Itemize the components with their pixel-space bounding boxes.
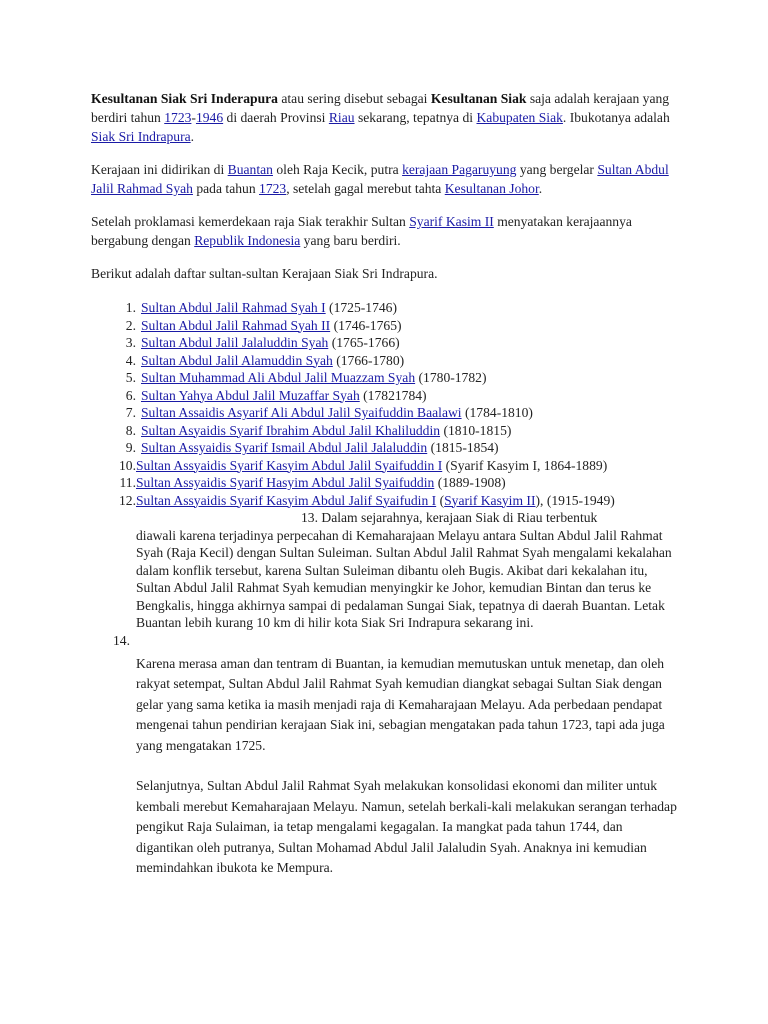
link-siak-sri-indrapura[interactable]: Siak Sri Indrapura (91, 129, 191, 144)
founding-paragraph: Kerajaan ini didirikan di Buantan oleh Raja Kecik, putra kerajaan Pagaruyung yang bergelar Sultan Abdul Jalil Rahmad Syah pada tahun 1723, setelah gagal merebut tahta Kesultanan Johor. (91, 162, 669, 196)
link-1723-b[interactable]: 1723 (259, 181, 287, 196)
intro-paragraph: Kesultanan Siak Sri Inderapura atau sering disebut sebagai Kesultanan Siak saja adalah kerajaan yang berdiri tahun 1723-1946 di daerah Provinsi Riau sekarang, tepatnya di Kabupaten Siak. Ibukotanya adalah Siak Sri Indrapura. (91, 91, 670, 144)
list-intro: Berikut adalah daftar sultan-sultan Kerajaan Siak Sri Indrapura. (91, 266, 438, 281)
link-kesultanan-johor[interactable]: Kesultanan Johor (444, 181, 539, 196)
list-item: 4. Sultan Abdul Jalil Alamuddin Syah (1766-1780) (125, 352, 405, 368)
sultan-link[interactable]: Sultan Yahya Abdul Jalil Muzaffar Syah (141, 387, 360, 403)
link-syarif-kasim-ii[interactable]: Syarif Kasim II (409, 214, 494, 229)
list-item: 6. Sultan Yahya Abdul Jalil Muzaffar Syah (17821784) (125, 387, 427, 403)
bold-title: Kesultanan Siak Sri Inderapura (91, 91, 278, 106)
sultan-link[interactable]: Sultan Abdul Jalil Alamuddin Syah (141, 352, 333, 368)
sultan-link[interactable]: Sultan Asyaidis Syarif Ibrahim Abdul Jalil Khaliluddin (141, 422, 441, 438)
sultan-link[interactable]: Sultan Assaidis Asyarif Ali Abdul Jalil Syaifuddin Baalawi (141, 405, 462, 420)
proclamation-paragraph: Setelah proklamasi kemerdekaan raja Siak terakhir Sultan Syarif Kasim II menyatakan kerajaannya bergabung dengan Republik Indonesia yang baru berdiri. (91, 214, 632, 248)
list-item: 5. Sultan Muhammad Ali Abdul Jalil Muazzam Syah (1780-1782) (125, 370, 487, 385)
link-buantan[interactable]: Buantan (227, 162, 273, 177)
list-item: 8. Sultan Asyaidis Syarif Ibrahim Abdul Jalil Khaliluddin (1810-1815) (125, 422, 512, 438)
link-riau[interactable]: Riau (328, 110, 355, 125)
list-item-13: 13. Dalam sejarahnya, kerajaan Siak di Riau terbentuk diawali karena terjadinya perpecahan di Kemaharajaan Melayu antara Sultan Abdul Jalil Rahmat Syah (Raja Kecil) dengan Sultan Suleiman. Sultan Abdul Jalil Rahmat Syah mengalami kekalahan dalam konflik tersebut, karena Sultan Suleiman dibantu oleh Bugis. Akibat dari kekalahan itu, Sultan Abdul Jalil Rahmat Syah kemudian menyingkir ke Johor, kemudian Bintan dan terus ke Bengkalis, hingga akhirnya sampai di pedalaman Sungai Siak, tepatnya di daerah Buantan. Letak Buantan lebih kurang 10 km di hilir kota Siak Sri Indrapura sekarang ini. (136, 510, 672, 630)
link-sultan-abdul-jalil[interactable]: Sultan Abdul Jalil Rahmad Syah (91, 162, 669, 196)
list-item: 12. Sultan Assyaidis Syarif Kasyim Abdul Jalif Syaifudin I (Syarif Kasyim II), (1915-1949) (119, 492, 615, 508)
list-item: 10. Sultan Assyaidis Syarif Kasyim Abdul Jalil Syaifuddin I (Syarif Kasyim I, 1864-1889) (119, 457, 608, 473)
sultan-link[interactable]: Sultan Assyaidis Syarif Kasyim Abdul Jalil Syaifuddin I (136, 457, 443, 473)
list-item: 11. Sultan Assyaidis Syarif Hasyim Abdul Jalil Syaifuddin (1889-1908) (119, 475, 506, 490)
list-item: 2. Sultan Abdul Jalil Rahmad Syah II (1746-1765) (125, 317, 402, 333)
bold-short-name: Kesultanan Siak (430, 91, 527, 106)
link-kabupaten-siak[interactable]: Kabupaten Siak (476, 110, 563, 125)
sultan-link[interactable]: Sultan Assyaidis Syarif Kasyim Abdul Jalif Syaifudin I (136, 492, 437, 508)
sultan-link[interactable]: Sultan Abdul Jalil Jalaluddin Syah (141, 335, 329, 350)
link-1723[interactable]: 1723 (164, 110, 192, 125)
link-1946[interactable]: 1946 (195, 110, 224, 125)
sultan-link[interactable]: Sultan Assyaidis Syarif Ismail Abdul Jalil Jalaluddin (141, 440, 428, 455)
sultan-link[interactable]: Sultan Assyaidis Syarif Hasyim Abdul Jalil Syaifuddin (136, 475, 435, 490)
list-item-14-number: 14. (113, 632, 130, 648)
list-item: 7. Sultan Assaidis Asyarif Ali Abdul Jalil Syaifuddin Baalawi (1784-1810) (125, 405, 533, 420)
sultan-link[interactable]: Sultan Abdul Jalil Rahmad Syah II (141, 317, 331, 333)
link-kerajaan-pagaruyung[interactable]: kerajaan Pagaruyung (402, 162, 517, 177)
link-republik-indonesia[interactable]: Republik Indonesia (194, 233, 301, 248)
sultan-link[interactable]: Sultan Muhammad Ali Abdul Jalil Muazzam Syah (141, 370, 416, 385)
sultan-list (91, 299, 681, 879)
link-syarif-kasyim-ii[interactable]: Syarif Kasyim II (444, 492, 536, 508)
item14-paragraph-1: Karena merasa aman dan tentram di Buantan, ia kemudian memutuskan untuk menetap, dan oleh rakyat setempat, Sultan Abdul Jalil Rahmat Syah kemudian diangkat sebagai Sultan Siak dengan gelar yang sama ketika ia masih menjadi raja di Kemaharajaan Melayu. Ada perbedaan pendapat mengenai tahun pendirian kerajaan Siak ini, sebagian mengatakan pada tahun 1723, tapi ada juga yang mengatakan 1725. (136, 655, 665, 753)
sultan-link[interactable]: Sultan Abdul Jalil Rahmad Syah I (141, 300, 326, 315)
list-item: 3. Sultan Abdul Jalil Jalaluddin Syah (1765-1766) (125, 335, 400, 350)
item14-paragraph-2: Selanjutnya, Sultan Abdul Jalil Rahmat Syah melakukan konsolidasi ekonomi dan militer untuk kembali merebut Kemaharajaan Melayu. Namun, setelah berkali-kali melakukan serangan terhadap pengikut Raja Sulaiman, ia tetap mengalami kegagalan. Ia mangkat pada tahun 1744, dan digantikan oleh putranya, Sultan Mohamad Abdul Jalil Jalaludin Syah. Anaknya ini kemudian memindahkan ibukota ke Mempura. (136, 778, 677, 875)
list-item: 1. Sultan Abdul Jalil Rahmad Syah I (1725-1746) (125, 300, 397, 315)
list-item: 9. Sultan Assyaidis Syarif Ismail Abdul Jalil Jalaluddin (1815-1854) (125, 440, 499, 455)
list-item-14 (136, 654, 681, 879)
document-body (91, 89, 681, 879)
